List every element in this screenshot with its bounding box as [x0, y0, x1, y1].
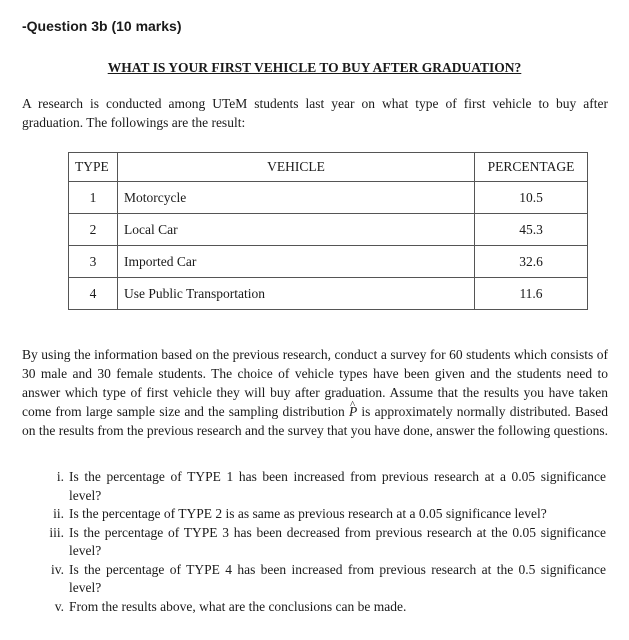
table-row — [69, 214, 588, 246]
question-number: iv. — [51, 561, 64, 577]
document-title: WHAT IS YOUR FIRST VEHICLE TO BUY AFTER GRADUATION? — [107, 60, 522, 75]
cell-vehicle: Local Car — [118, 214, 475, 246]
cell-type: 4 — [69, 278, 118, 310]
question-text: Is the percentage of TYPE 3 has been decreased from previous research at the 0.05 significance level? — [69, 524, 606, 558]
cell-percentage: 32.6 — [475, 246, 588, 278]
cell-type: 1 — [69, 182, 118, 214]
instructions-part2: is approximately normally distributed. Based on the results from the previous research and the survey that you have done, answer the following questions. — [22, 404, 608, 438]
header-vehicle: VEHICLE — [118, 153, 475, 182]
list-item — [44, 468, 606, 505]
cell-percentage: 11.6 — [475, 278, 588, 310]
list-item — [44, 524, 606, 561]
table-header-row — [69, 153, 588, 182]
table-row — [69, 182, 588, 214]
table-row — [69, 246, 588, 278]
cell-type: 3 — [69, 246, 118, 278]
cell-percentage: 10.5 — [475, 182, 588, 214]
p-hat-symbol: ^ P — [349, 404, 357, 419]
table-row — [69, 278, 588, 310]
question-list — [44, 468, 606, 616]
question-number: iii. — [49, 524, 64, 540]
cell-percentage: 45.3 — [475, 214, 588, 246]
intro-paragraph: A research is conducted among UTeM students last year on what type of first vehicle to buy after graduation. The followings are the result: — [22, 96, 608, 130]
question-number: ii. — [53, 506, 64, 521]
cell-vehicle: Use Public Transportation — [118, 278, 475, 310]
question-text: From the results above, what are the conclusions can be made. — [69, 598, 407, 614]
header-type: TYPE — [69, 153, 118, 182]
list-item — [44, 598, 606, 617]
vehicle-table — [68, 152, 588, 310]
header-percentage: PERCENTAGE — [475, 153, 588, 182]
question-text: Is the percentage of TYPE 1 has been increased from previous research at a 0.05 significance level? — [69, 469, 606, 503]
list-item — [44, 561, 606, 598]
question-number: v. — [54, 598, 64, 614]
list-item — [44, 505, 606, 524]
question-text: Is the percentage of TYPE 2 is as same as previous research at a 0.05 significance level? — [69, 506, 547, 521]
instructions-paragraph — [22, 345, 608, 440]
question-text: Is the percentage of TYPE 4 has been increased from previous research at the 0.5 significance level? — [69, 561, 606, 595]
cell-type: 2 — [69, 214, 118, 246]
cell-vehicle: Motorcycle — [118, 182, 475, 214]
question-number: i. — [56, 469, 64, 484]
question-heading: -Question 3b (10 marks) — [22, 18, 182, 34]
cell-vehicle: Imported Car — [118, 246, 475, 278]
instructions-part1: By using the information based on the previous research, conduct a survey for 60 students which consists of 30 male and 30 female students. The choice of vehicle types have been given and the students need to answer which type of first vehicle they will buy after graduation. Assume that the results you have taken come from large sample size and the sampling distribution — [22, 347, 608, 419]
